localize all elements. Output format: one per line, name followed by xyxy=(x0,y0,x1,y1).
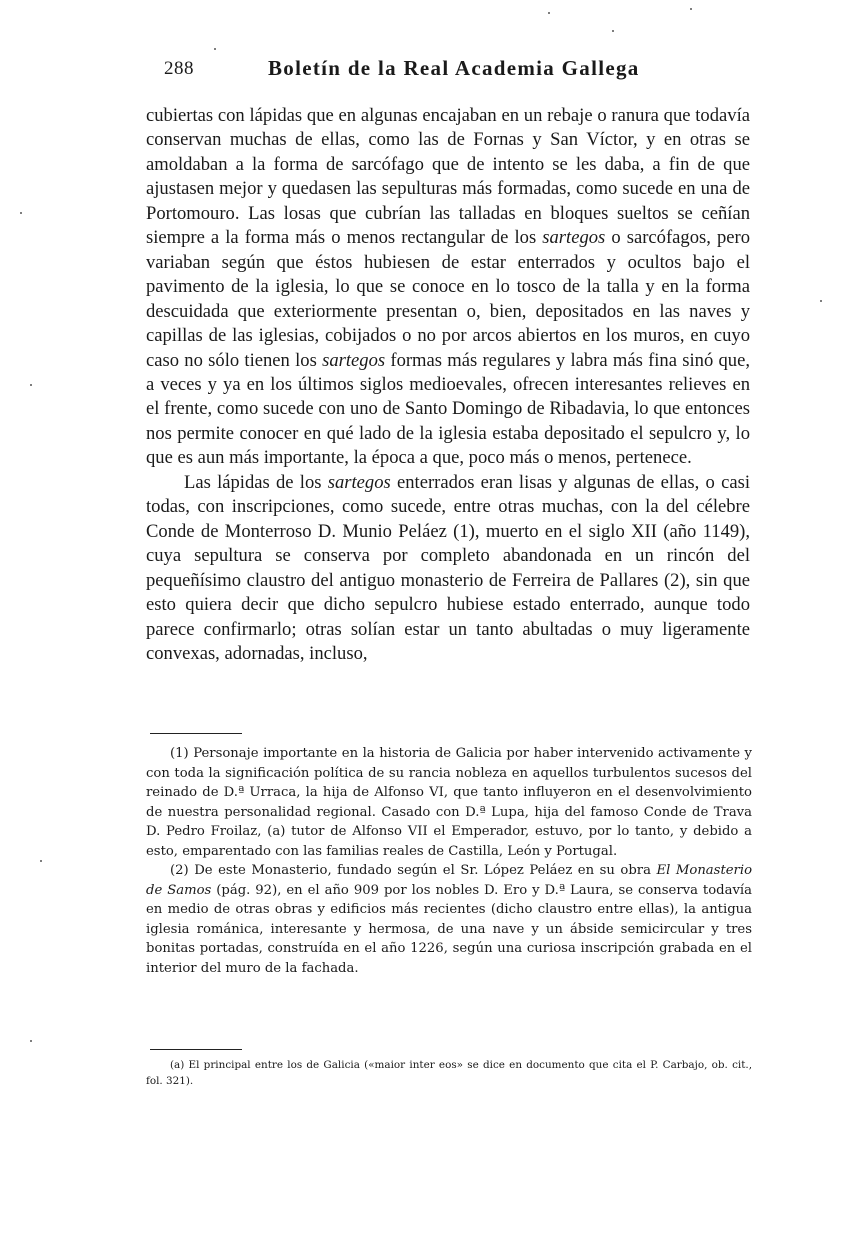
scan-speck xyxy=(30,1040,32,1042)
scan-speck xyxy=(548,12,550,14)
italic-term: sartegos xyxy=(327,471,391,493)
scan-speck xyxy=(20,212,22,214)
italic-term: sartegos xyxy=(542,227,606,249)
italic-term: sartegos xyxy=(322,349,386,371)
subnote xyxy=(146,1057,752,1089)
footnotes xyxy=(146,744,752,978)
text-run: cubiertas con lápidas que en algunas encajaban en un rebaje o ranura que todavía conservan muchas de ellas, como las de Fornas y San Víctor, y en otras se amoldaban a la forma de sarcófago que de intento se les daba, a fin de que ajustasen mejor y quedasen las sepulturas más formadas, como sucede en una de Portomouro. Las losas que cubrían las talladas en bloques sueltos se ceñían siempre a la forma más o menos rectangular de los xyxy=(146,105,750,249)
subnote-a: (a) El principal entre los de Galicia («maior inter eos» se dice en documento que cita el P. Carbajo, ob. cit., fol. 321). xyxy=(146,1059,752,1087)
text-run: enterrados eran lisas y algunas de ellas, o casi todas, con inscripciones, como sucede, entre otras muchas, con la del célebre Conde de Monterroso D. Munio Peláez (1), muerto en el siglo XII (año 1149), cuya sepultura se conserva por completo abandonada en un rincón del pequeñísimo claustro del antiguo monasterio de Ferreira de Pallares (2), sin que esto quiera decir que dicho sepulcro hubiese estado enterrado, aunque todo parece confirmarlo; otras solían estar un tanto abultadas o muy ligeramente convexas, adornadas, incluso, xyxy=(146,471,750,664)
footnote-2 xyxy=(146,861,752,978)
footnote-1: (1) Personaje importante en la historia de Galicia por haber intervenido activamente y con toda la significación política de su rancia nobleza en aquellos turbulentos sucesos del reinado de D.ª Urraca, la hija de Alfonso VI, que tanto influyeron en el desenvolvimiento de nuestra personalidad regional. Casado con D.ª Lupa, hija del famoso Conde de Trava D. Pedro Froilaz, (a) tutor de Alfonso VII el Emperador, estuvo, por lo tanto, y debido a esto, emparentado con las familias reales de Castilla, León y Portugal. xyxy=(146,746,752,859)
text-run: (2) De este Monasterio, fundado según el Sr. López Peláez en su obra xyxy=(170,863,657,878)
page-number: 288 xyxy=(164,58,194,79)
scan-speck xyxy=(690,8,692,10)
scan-speck xyxy=(40,860,42,862)
text-run: Las lápidas de los xyxy=(184,471,328,493)
running-header xyxy=(150,56,750,86)
scan-speck xyxy=(30,384,32,386)
italic-title: El Monasterio de Samos xyxy=(146,863,753,898)
text-run: (pág. 92), en el año 909 por los nobles D. Ero y D.ª Laura, se conserva todavía en medio de otras obras y edificios más recientes (dicho claustro entre ellas), la antigua iglesia románica, interesante y hermosa, de una nave y un ábside semicircular y tres bonitas portadas, construída en el año 1226, según una curiosa inscripción grabada en el interior del muro de la fachada. xyxy=(146,882,753,976)
text-run: formas más regulares y labra más fina sinó que, a veces y ya en los últimos siglos medioevales, ofrecen interesantes relieves en el frente, como sucede con uno de Santo Domingo de Ribadavia, lo que entonces nos permite conocer en qué lado de la iglesia estaba depositado el sepulcro y, lo que es aun más importante, la época a que, poco más o menos, pertenece. xyxy=(146,349,750,469)
scan-speck xyxy=(612,30,614,32)
paragraph xyxy=(146,471,750,667)
main-text xyxy=(146,104,750,666)
footnote-separator xyxy=(150,733,242,734)
journal-title: Boletín de la Real Academia Gallega xyxy=(268,56,640,80)
scan-speck xyxy=(214,48,216,50)
text-run: o sarcófagos, pero variaban según que éstos hubiesen de estar enterrados y ocultos bajo el pavimento de la iglesia, lo que se conoce en lo tosco de la talla y en la forma descuidada que exteriormente presentan o, bien, depositados en las naves y capillas de las iglesias, cobijados o no por arcos abiertos en los muros, en cuyo caso no sólo tienen los xyxy=(146,227,750,371)
subnote-separator xyxy=(150,1049,242,1050)
scan-speck xyxy=(820,300,822,302)
paragraph xyxy=(146,104,750,471)
